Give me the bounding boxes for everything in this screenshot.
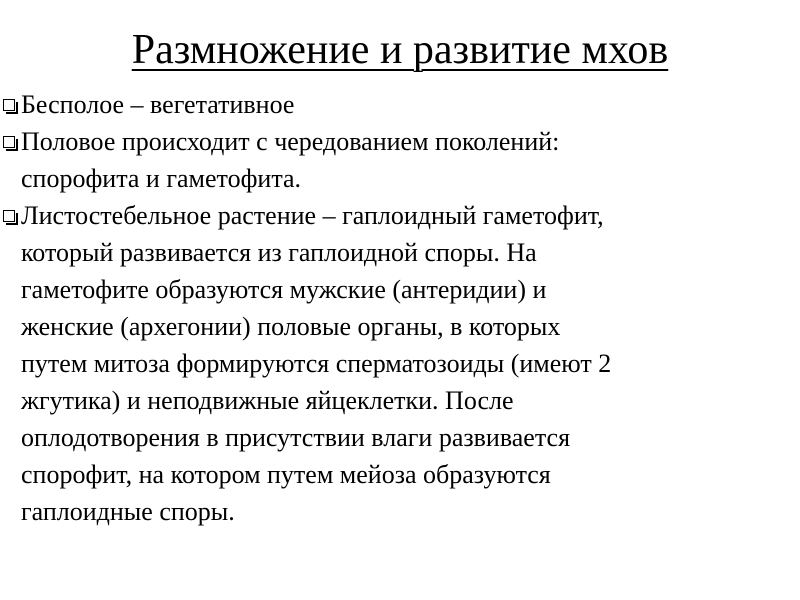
bullet-line: Бесполое – вегетативное: [21, 90, 295, 119]
bullet-line: Листостебельное растение – гаплоидный гаметофит,: [21, 201, 604, 230]
bullet-item: [0, 197, 790, 530]
bullet-text: [21, 123, 790, 197]
checkbox-bullet-icon: [3, 99, 15, 111]
bullet-line: жгутика) и неподвижные яйцеклетки. После: [21, 386, 514, 415]
checkbox-bullet-icon: [3, 210, 15, 222]
bullet-line: оплодотворения в присутствии влаги развивается: [21, 423, 571, 452]
bullet-line: который развивается из гаплоидной споры. На: [21, 238, 537, 267]
bullet-list: [0, 86, 790, 530]
bullet-line: женские (архегонии) половые органы, в которых: [21, 312, 561, 341]
bullet-item: [0, 86, 790, 123]
checkbox-bullet-icon: [3, 136, 15, 148]
bullet-line: спорофит, на котором путем мейоза образуются: [21, 460, 551, 489]
slide-title: Размножение и развитие мхов: [131, 27, 669, 73]
bullet-item: [0, 123, 790, 197]
bullet-text: [21, 86, 790, 123]
bullet-line: гаплоидные споры.: [21, 497, 235, 526]
bullet-line: путем митоза формируются сперматозоиды (имеют 2: [21, 349, 612, 378]
bullet-line: гаметофите образуются мужские (антеридии) и: [21, 275, 547, 304]
bullet-text: [21, 197, 790, 530]
bullet-line: спорофита и гаметофита.: [21, 164, 302, 193]
bullet-line: Половое происходит с чередованием поколений:: [21, 127, 560, 156]
